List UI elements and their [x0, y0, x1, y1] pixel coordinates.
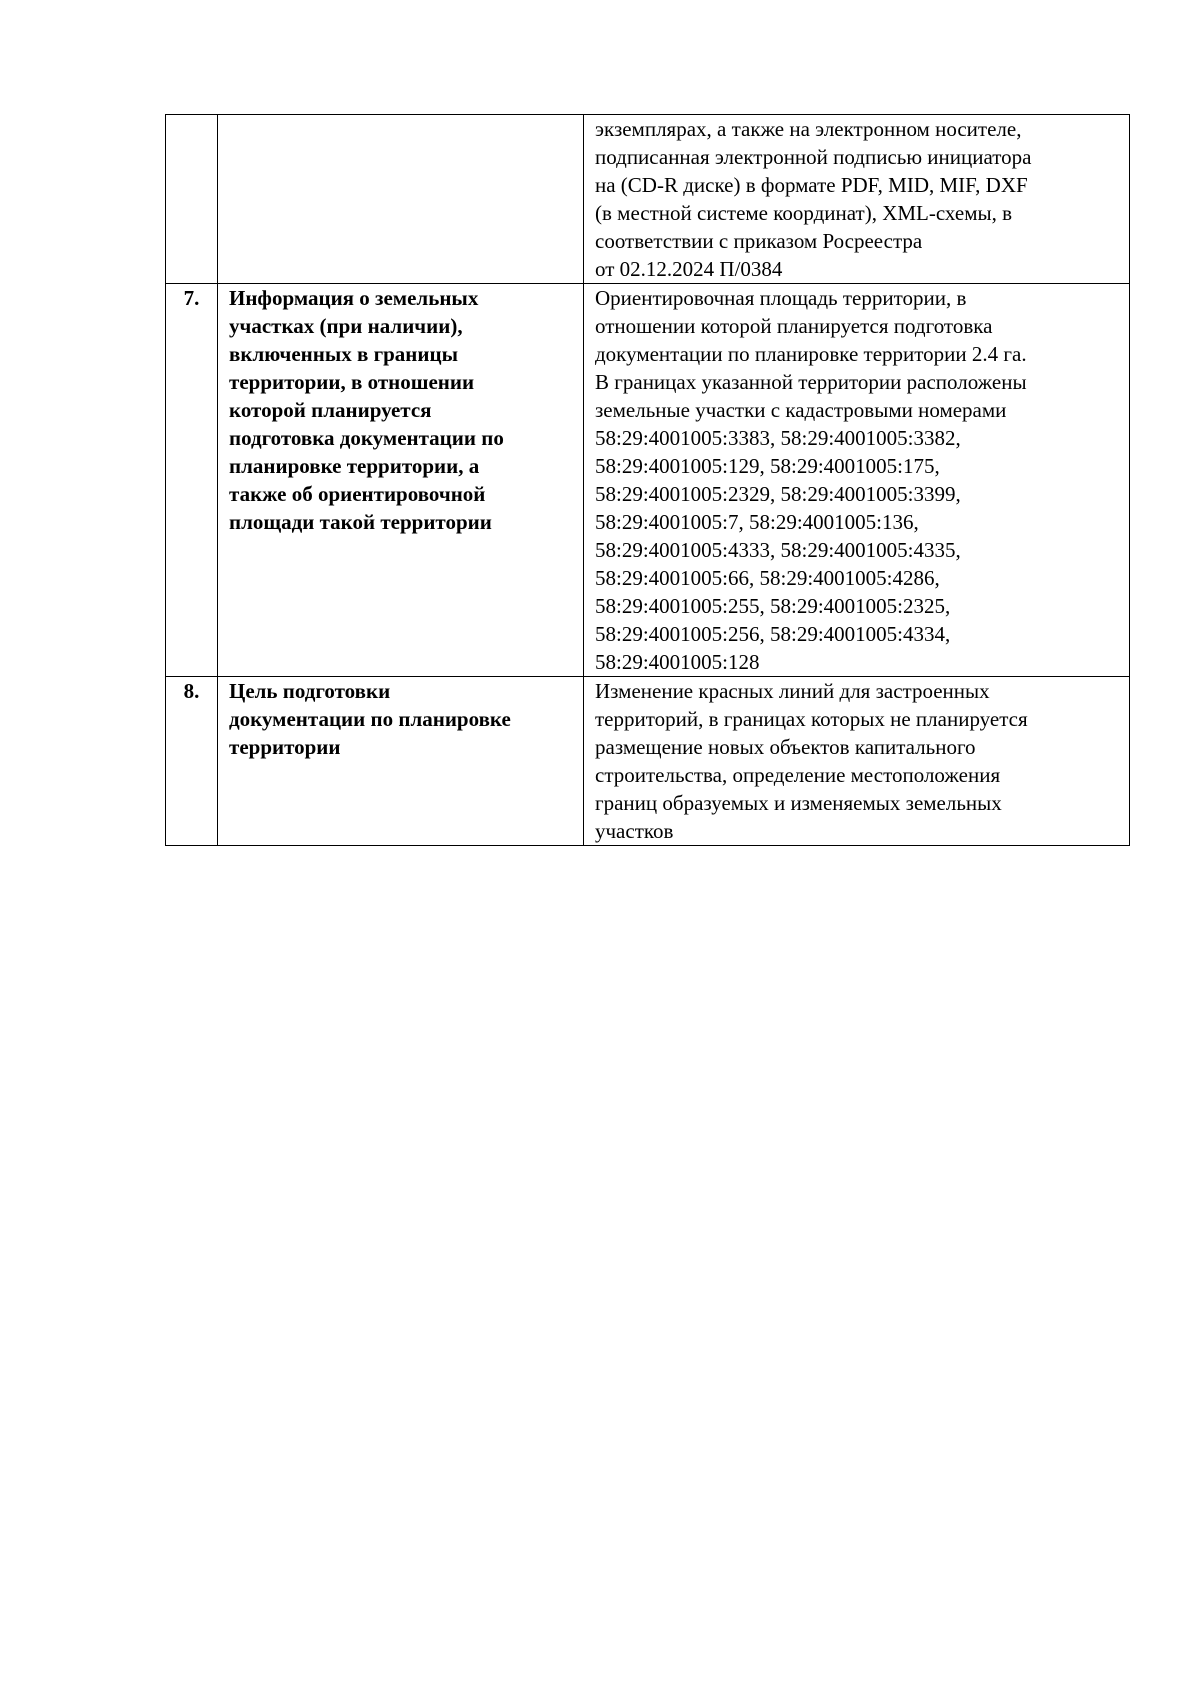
- table-row: [166, 677, 1130, 846]
- name-line: включенных в границы: [229, 342, 458, 366]
- value-line: 58:29:4001005:7, 58:29:4001005:136,: [595, 510, 919, 534]
- value-line: В границах указанной территории расположены: [595, 370, 1027, 394]
- name-line: планировке территории, а: [229, 454, 480, 478]
- value-line: документации по планировке территории 2.4 га.: [595, 342, 1027, 366]
- name-line: подготовка документации по: [229, 426, 504, 450]
- table-body: [166, 115, 1130, 846]
- value-line: 58:29:4001005:128: [595, 650, 760, 674]
- value-line: размещение новых объектов капитального: [595, 735, 976, 759]
- value-line: 58:29:4001005:66, 58:29:4001005:4286,: [595, 566, 940, 590]
- row-number: [166, 284, 218, 677]
- value-line: 58:29:4001005:256, 58:29:4001005:4334,: [595, 622, 951, 646]
- row-number: [166, 677, 218, 846]
- value-line: 58:29:4001005:2329, 58:29:4001005:3399,: [595, 482, 961, 506]
- name-line: также об ориентировочной: [229, 482, 486, 506]
- row-value: [584, 677, 1130, 846]
- value-line: 58:29:4001005:129, 58:29:4001005:175,: [595, 454, 940, 478]
- name-line: Информация о земельных: [229, 286, 479, 310]
- row-value: [584, 115, 1130, 284]
- row-name: [218, 677, 584, 846]
- value-line: земельные участки с кадастровыми номерами: [595, 398, 1007, 422]
- value-line: отношении которой планируется подготовка: [595, 314, 993, 338]
- value-line: 58:29:4001005:3383, 58:29:4001005:3382,: [595, 426, 961, 450]
- value-line: (в местной системе координат), XML-схемы, в: [595, 201, 1013, 225]
- row-number-text: 7.: [183, 286, 200, 310]
- name-line: Цель подготовки: [229, 679, 391, 703]
- name-line: документации по планировке: [229, 707, 511, 731]
- value-line: территорий, в границах которых не планируется: [595, 707, 1028, 731]
- value-line: 58:29:4001005:255, 58:29:4001005:2325,: [595, 594, 951, 618]
- value-line: участков: [595, 819, 674, 843]
- name-line: участках (при наличии),: [229, 314, 463, 338]
- row-number-text: 8.: [183, 679, 200, 703]
- name-line: площади такой территории: [229, 510, 492, 534]
- table-row: [166, 284, 1130, 677]
- value-line: на (CD-R диске) в формате PDF, MID, MIF, DXF: [595, 173, 1028, 197]
- name-line: которой планируется: [229, 398, 432, 422]
- value-line: от 02.12.2024 П/0384: [595, 257, 783, 281]
- row-name: [218, 284, 584, 677]
- document-table: [165, 114, 1130, 846]
- value-line: Ориентировочная площадь территории, в: [595, 286, 967, 310]
- value-line: 58:29:4001005:4333, 58:29:4001005:4335,: [595, 538, 961, 562]
- value-line: границ образуемых и изменяемых земельных: [595, 791, 1002, 815]
- value-line: подписанная электронной подписью инициатора: [595, 145, 1032, 169]
- table-row: [166, 115, 1130, 284]
- value-line: строительства, определение местоположения: [595, 763, 1001, 787]
- name-line: территории, в отношении: [229, 370, 475, 394]
- row-number: [166, 115, 218, 284]
- value-line: соответствии с приказом Росреестра: [595, 229, 923, 253]
- value-line: экземплярах, а также на электронном носителе,: [595, 117, 1022, 141]
- row-value: [584, 284, 1130, 677]
- value-line: Изменение красных линий для застроенных: [595, 679, 990, 703]
- name-line: территории: [229, 735, 341, 759]
- row-name: [218, 115, 584, 284]
